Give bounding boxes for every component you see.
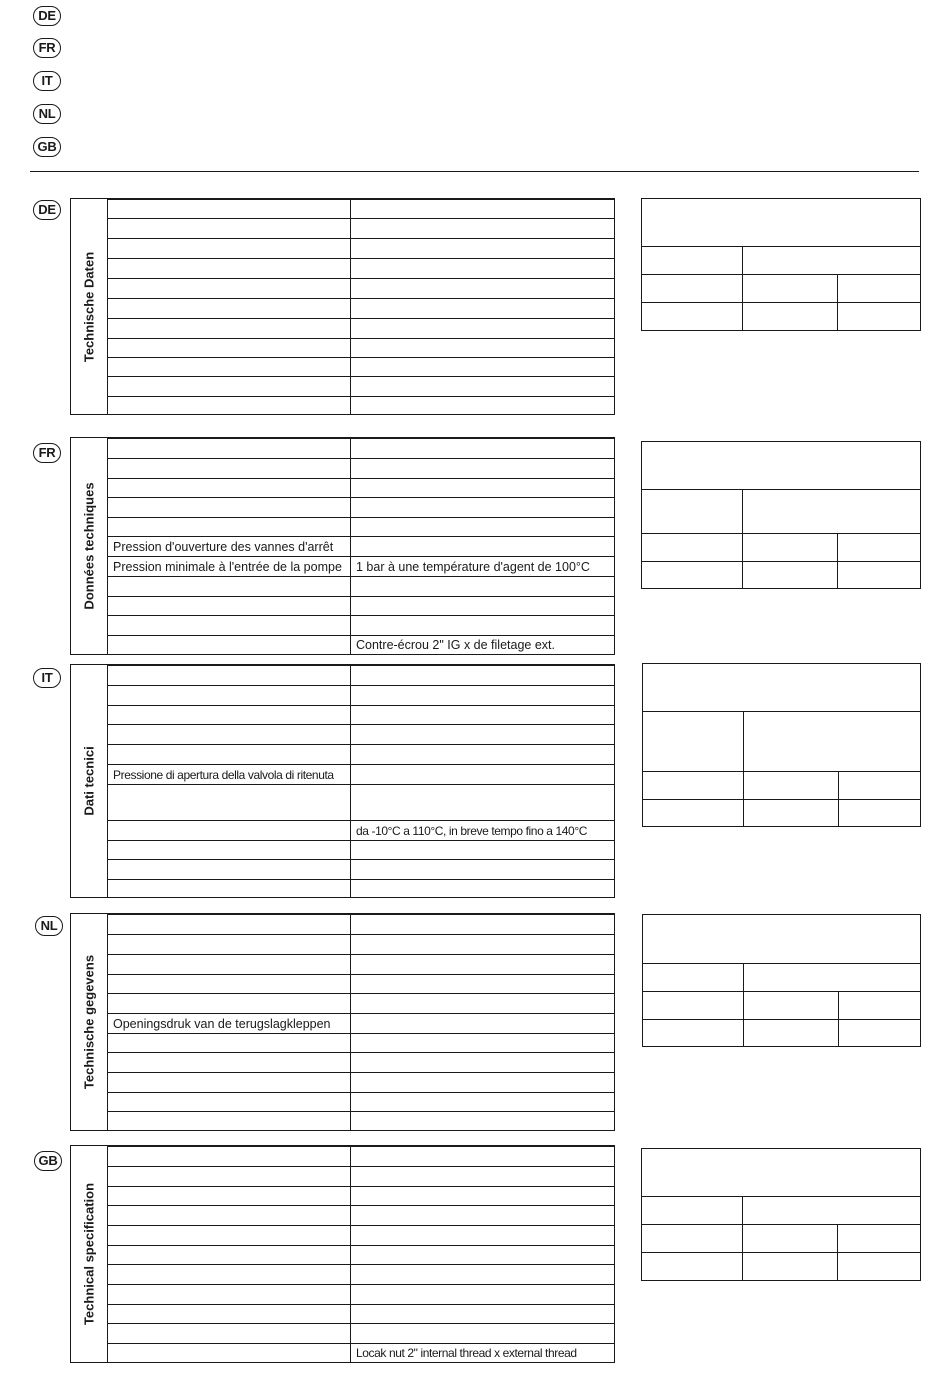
section-title-text-fr: Données techniques <box>81 482 97 610</box>
table-cell <box>356 377 612 396</box>
table-row <box>107 1033 614 1052</box>
table-cell <box>356 498 612 517</box>
table-cell: Pression minimale à l'entrée de la pompe <box>113 559 342 574</box>
table-cell <box>113 459 349 478</box>
table-cell <box>113 841 349 859</box>
table-cell <box>113 1112 349 1130</box>
table-cell <box>113 686 349 705</box>
table-cell <box>356 459 612 478</box>
table-row <box>107 934 614 954</box>
table-row <box>107 396 614 414</box>
side-table-gb <box>641 1148 921 1281</box>
spec-table-gb <box>107 1145 615 1363</box>
section-badge-gb: GB <box>34 1151 62 1171</box>
table-cell <box>113 785 349 820</box>
table-cell: Openingsdruk van de terugslagkleppen <box>113 1016 331 1031</box>
table-cell <box>113 1147 349 1166</box>
table-row <box>107 596 614 615</box>
table-cell <box>113 358 349 376</box>
table-row <box>107 724 614 744</box>
table-row <box>107 199 614 218</box>
table-cell <box>113 239 349 258</box>
table-cell <box>113 860 349 879</box>
table-row <box>107 954 614 974</box>
table-cell <box>356 1014 612 1033</box>
table-cell <box>113 299 349 318</box>
table-cell <box>356 1073 612 1092</box>
table-row <box>107 685 614 705</box>
section-title-text-it: Dati tecnici <box>81 746 97 816</box>
table-cell <box>356 279 612 298</box>
language-badge-fr: FR <box>33 38 61 58</box>
table-cell <box>356 358 612 376</box>
table-cell <box>113 319 349 338</box>
table-row <box>107 1052 614 1072</box>
table-cell <box>113 219 349 238</box>
table-cell <box>356 994 612 1013</box>
section-title-de <box>70 198 108 415</box>
table-cell <box>113 518 349 536</box>
table-cell <box>356 299 612 318</box>
table-cell <box>356 597 612 615</box>
table-cell <box>113 577 349 596</box>
table-cell <box>113 636 349 654</box>
section-title-it <box>70 664 108 898</box>
table-row <box>107 576 614 596</box>
table-row <box>107 665 614 685</box>
table-cell <box>113 666 349 685</box>
table-cell <box>113 1246 349 1264</box>
table-row <box>107 1092 614 1111</box>
table-cell <box>113 439 349 458</box>
table-row <box>107 1323 614 1343</box>
table-cell <box>113 935 349 954</box>
table-row <box>107 705 614 724</box>
side-table-de <box>641 198 921 331</box>
table-cell <box>113 1167 349 1186</box>
table-cell <box>113 1285 349 1304</box>
table-cell <box>113 745 349 764</box>
table-row <box>107 218 614 238</box>
table-cell <box>356 616 612 635</box>
table-cell <box>113 1226 349 1245</box>
table-cell <box>356 725 612 744</box>
table-row <box>107 1013 614 1033</box>
table-row <box>107 1186 614 1205</box>
table-row <box>107 556 614 576</box>
table-cell <box>356 1206 612 1225</box>
divider-line <box>30 171 919 172</box>
table-cell: 1 bar à une température d'agent de 100°C <box>356 559 590 574</box>
section-title-text-nl: Technische gegevens <box>81 954 97 1090</box>
table-row <box>107 1304 614 1323</box>
table-cell <box>356 1324 612 1343</box>
table-row <box>107 820 614 840</box>
table-row <box>107 238 614 258</box>
table-cell <box>356 239 612 258</box>
table-row <box>107 536 614 556</box>
table-row <box>107 744 614 764</box>
table-cell <box>356 1112 612 1130</box>
table-cell: da -10°C a 110°C, in breve tempo fino a 140°C <box>356 823 587 838</box>
table-cell <box>113 821 349 840</box>
table-cell <box>356 339 612 357</box>
language-badge-de: DE <box>33 6 61 26</box>
table-cell <box>113 1073 349 1092</box>
table-row <box>107 879 614 897</box>
table-cell <box>356 1226 612 1245</box>
table-cell <box>113 397 349 414</box>
table-row <box>107 318 614 338</box>
table-row <box>107 298 614 318</box>
language-badge-nl: NL <box>33 104 61 124</box>
language-badge-it: IT <box>33 71 61 91</box>
table-cell <box>356 880 612 897</box>
table-cell <box>356 1093 612 1111</box>
table-cell <box>113 1324 349 1343</box>
table-cell <box>113 498 349 517</box>
section-title-text-de: Technische Daten <box>81 251 97 362</box>
table-cell <box>356 1305 612 1323</box>
table-cell <box>356 1285 612 1304</box>
table-row <box>107 1205 614 1225</box>
table-row <box>107 278 614 298</box>
table-cell <box>356 1265 612 1284</box>
table-row <box>107 1146 614 1166</box>
table-cell <box>356 319 612 338</box>
table-cell <box>113 597 349 615</box>
language-badge-gb: GB <box>33 137 61 157</box>
table-row <box>107 497 614 517</box>
table-cell <box>356 765 612 784</box>
table-cell <box>113 1344 349 1362</box>
table-cell <box>113 479 349 497</box>
table-row <box>107 357 614 376</box>
table-cell <box>356 479 612 497</box>
table-cell <box>113 915 349 934</box>
table-cell: Pression d'ouverture des vannes d'arrêt <box>113 539 334 554</box>
table-row <box>107 1245 614 1264</box>
table-cell <box>356 219 612 238</box>
table-cell: Locak nut 2" internal thread x external thread <box>356 1346 577 1360</box>
section-badge-de: DE <box>33 200 61 220</box>
table-cell <box>113 1034 349 1052</box>
table-cell <box>113 880 349 897</box>
side-table-it <box>642 663 921 827</box>
side-table-fr <box>641 441 921 589</box>
table-cell <box>356 200 612 218</box>
table-cell <box>356 860 612 879</box>
table-row <box>107 1264 614 1284</box>
table-cell <box>113 1187 349 1205</box>
table-row <box>107 517 614 536</box>
table-cell <box>356 975 612 993</box>
table-cell <box>356 686 612 705</box>
table-row <box>107 1111 614 1130</box>
table-row <box>107 1284 614 1304</box>
table-cell: Contre-écrou 2" IG x de filetage ext. <box>356 638 555 652</box>
spec-table-it <box>107 664 615 898</box>
table-cell <box>356 706 612 724</box>
table-cell <box>113 616 349 635</box>
table-cell <box>113 1206 349 1225</box>
table-row <box>107 615 614 635</box>
table-row <box>107 914 614 934</box>
section-title-text-gb: Technical specification <box>81 1182 97 1326</box>
table-cell <box>356 397 612 414</box>
table-cell: Pressione di apertura della valvola di ritenuta <box>113 767 334 782</box>
table-cell <box>113 279 349 298</box>
table-cell <box>113 1305 349 1323</box>
table-cell <box>356 577 612 596</box>
table-row <box>107 1225 614 1245</box>
table-cell <box>113 994 349 1013</box>
table-cell <box>356 1167 612 1186</box>
table-cell <box>113 706 349 724</box>
table-cell <box>356 841 612 859</box>
table-cell <box>356 935 612 954</box>
table-cell <box>356 1034 612 1052</box>
section-title-fr <box>70 437 108 655</box>
table-cell <box>356 439 612 458</box>
table-cell <box>356 745 612 764</box>
section-badge-fr: FR <box>33 443 61 463</box>
table-cell <box>113 1265 349 1284</box>
table-cell <box>356 1147 612 1166</box>
table-cell <box>113 955 349 974</box>
table-row <box>107 635 614 654</box>
table-cell <box>356 518 612 536</box>
table-cell <box>113 725 349 744</box>
table-row <box>107 478 614 497</box>
table-cell <box>113 1093 349 1111</box>
side-table-nl <box>642 914 921 1047</box>
table-cell <box>113 200 349 218</box>
table-row <box>107 1343 614 1362</box>
table-row <box>107 993 614 1013</box>
table-row <box>107 458 614 478</box>
table-row <box>107 376 614 396</box>
section-title-nl <box>70 913 108 1131</box>
table-row <box>107 438 614 458</box>
table-row <box>107 338 614 357</box>
table-cell <box>113 1053 349 1072</box>
table-cell <box>113 377 349 396</box>
table-cell <box>356 259 612 278</box>
table-cell <box>113 259 349 278</box>
table-row <box>107 974 614 993</box>
table-cell <box>356 537 612 556</box>
table-row <box>107 764 614 784</box>
table-row <box>107 859 614 879</box>
section-title-gb <box>70 1145 108 1363</box>
table-cell <box>356 666 612 685</box>
section-badge-it: IT <box>33 668 61 688</box>
table-row <box>107 1166 614 1186</box>
spec-table-fr <box>107 437 615 655</box>
table-cell <box>356 1053 612 1072</box>
table-cell <box>356 915 612 934</box>
table-cell <box>356 1187 612 1205</box>
section-badge-nl: NL <box>35 916 63 936</box>
spec-table-nl <box>107 913 615 1131</box>
table-cell <box>113 975 349 993</box>
table-row <box>107 1072 614 1092</box>
spec-table-de <box>107 198 615 415</box>
table-cell <box>356 785 612 820</box>
table-row <box>107 784 614 820</box>
table-cell <box>356 1246 612 1264</box>
table-row <box>107 840 614 859</box>
table-cell <box>356 955 612 974</box>
table-row <box>107 258 614 278</box>
table-cell <box>113 339 349 357</box>
